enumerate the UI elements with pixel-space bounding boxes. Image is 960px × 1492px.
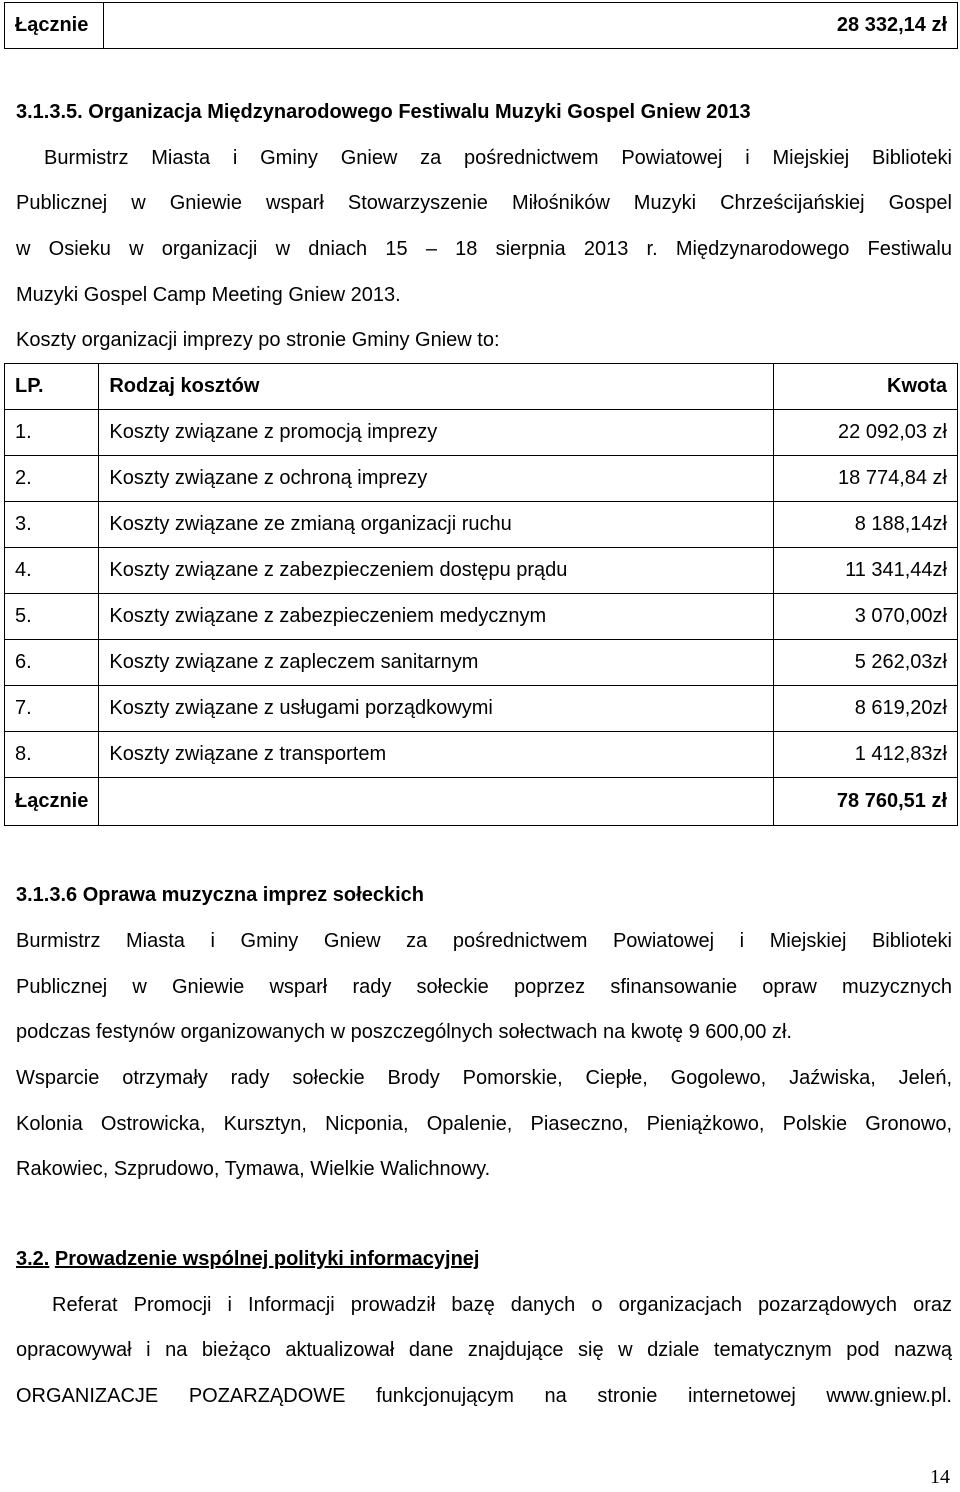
table-row (5, 594, 958, 640)
row-lp: 2. (5, 456, 99, 502)
row-type: Koszty związane z zapleczem sanitarnym (99, 640, 773, 686)
table-row (5, 410, 958, 456)
row-lp: 4. (5, 548, 99, 594)
section-3135-line-3: w Osieku w organizacji w dniach 15 – 18 sierpnia 2013 r. Międzynarodowego Festiwalu (16, 238, 952, 260)
page-number: 14 (930, 1466, 950, 1488)
row-amount: 8 619,20zł (773, 686, 958, 732)
row-lp: 7. (5, 686, 99, 732)
row-type: Koszty związane z promocją imprezy (99, 410, 773, 456)
section-32-number: 3.2. (16, 1248, 50, 1270)
section-32-line-1: Referat Promocji i Informacji prowadził bazę danych o organizacjach pozarządowych oraz (52, 1294, 952, 1316)
row-type: Koszty związane z zabezpieczeniem medycznym (99, 594, 773, 640)
section-3136-p2-line-3: Rakowiec, Szprudowo, Tymawa, Wielkie Walichnowy. (16, 1158, 491, 1180)
row-amount: 11 341,44zł (773, 548, 958, 594)
row-lp: 6. (5, 640, 99, 686)
section-3136-p1-line-3: podczas festynów organizowanych w poszczególnych sołectwach na kwotę 9 600,00 zł. (16, 1021, 792, 1043)
table-row (5, 548, 958, 594)
section-3136-p1-line-2: Publicznej w Gniewie wsparł rady sołeckie poprzez sfinansowanie opraw muzycznych (16, 976, 952, 998)
header-lp: LP. (5, 364, 99, 410)
top-total-table (4, 2, 958, 49)
section-3135-line-2: Publicznej w Gniewie wsparł Stowarzyszenie Miłośników Muzyki Chrześcijańskiej Gospel (16, 192, 952, 214)
section-3136-heading: 3.1.3.6 Oprawa muzyczna imprez sołeckich (16, 884, 424, 906)
header-type: Rodzaj kosztów (99, 364, 773, 410)
row-type: Koszty związane ze zmianą organizacji ruchu (99, 502, 773, 548)
section-32-title: Prowadzenie wspólnej polityki informacyjnej (54, 1248, 480, 1270)
section-32-line-2: opracowywał i na bieżąco aktualizował dane znajdujące się w dziale tematycznym pod nazwą (16, 1339, 952, 1361)
row-type: Koszty związane z transportem (99, 732, 773, 778)
section-3136-p2-line-1: Wsparcie otrzymały rady sołeckie Brody Pomorskie, Ciepłe, Gogolewo, Jaźwiska, Jeleń, (16, 1067, 952, 1089)
table-row (5, 686, 958, 732)
costs-table (4, 363, 958, 826)
row-amount: 8 188,14zł (773, 502, 958, 548)
section-3135-heading: 3.1.3.5. Organizacja Międzynarodowego Festiwalu Muzyki Gospel Gniew 2013 (16, 101, 751, 123)
row-lp: 3. (5, 502, 99, 548)
costs-table-header (5, 364, 958, 410)
table-row (5, 732, 958, 778)
total-label: Łącznie (5, 778, 99, 826)
section-3136-p1-line-1: Burmistrz Miasta i Gminy Gniew za pośrednictwem Powiatowej i Miejskiej Biblioteki (16, 930, 952, 952)
row-amount: 22 092,03 zł (773, 410, 958, 456)
row-lp: 1. (5, 410, 99, 456)
total-amount: 78 760,51 zł (773, 778, 958, 826)
section-3136-p2-line-2: Kolonia Ostrowicka, Kursztyn, Nicponia, Opalenie, Piaseczno, Pieniążkowo, Polskie Gronowo, (16, 1113, 952, 1135)
header-amount: Kwota (773, 364, 958, 410)
row-lp: 5. (5, 594, 99, 640)
total-empty-cell (99, 778, 773, 826)
row-type: Koszty związane z zabezpieczeniem dostępu prądu (99, 548, 773, 594)
row-amount: 1 412,83zł (773, 732, 958, 778)
top-total-label: Łącznie (5, 3, 104, 49)
row-amount: 3 070,00zł (773, 594, 958, 640)
costs-table-total (5, 778, 958, 826)
row-lp: 8. (5, 732, 99, 778)
section-32-heading (16, 1247, 952, 1271)
costs-intro: Koszty organizacji imprezy po stronie Gminy Gniew to: (16, 329, 500, 351)
section-32-line-3: ORGANIZACJE POZARZĄDOWE funkcjonującym na stronie internetowej www.gniew.pl. (16, 1385, 952, 1407)
section-3135-line-4: Muzyki Gospel Camp Meeting Gniew 2013. (16, 284, 401, 306)
row-type: Koszty związane z ochroną imprezy (99, 456, 773, 502)
table-row (5, 502, 958, 548)
row-type: Koszty związane z usługami porządkowymi (99, 686, 773, 732)
top-total-amount: 28 332,14 zł (104, 3, 958, 49)
row-amount: 5 262,03zł (773, 640, 958, 686)
row-amount: 18 774,84 zł (773, 456, 958, 502)
section-3135-line-1: Burmistrz Miasta i Gminy Gniew za pośrednictwem Powiatowej i Miejskiej Biblioteki (44, 147, 952, 169)
table-row (5, 456, 958, 502)
table-row (5, 640, 958, 686)
